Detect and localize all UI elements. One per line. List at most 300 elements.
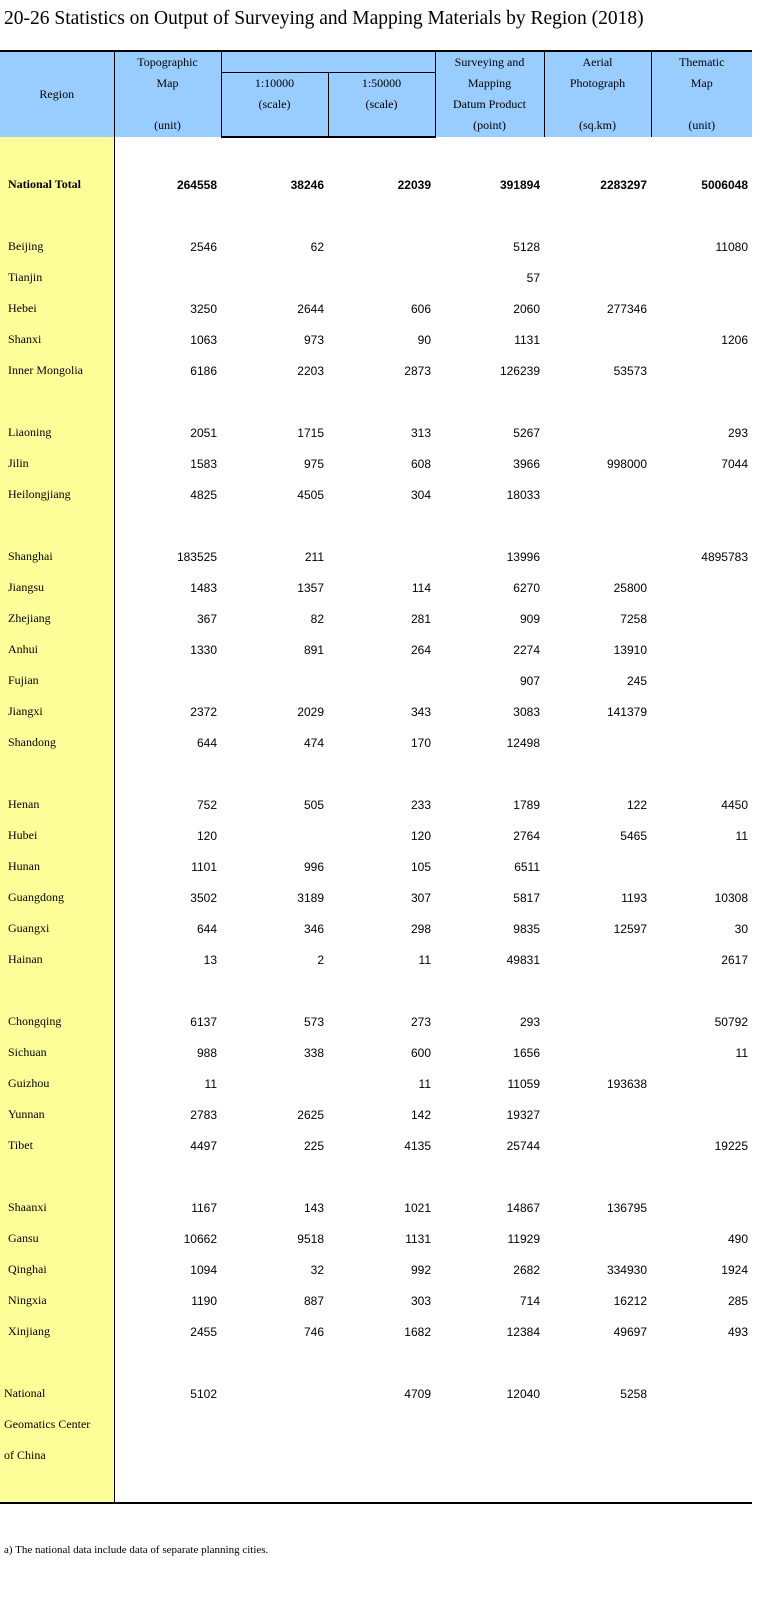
value-cell: 57 [526,270,540,285]
value-cell: 2060 [513,301,540,316]
value-cell [544,727,651,758]
value-cell: 3966 [513,456,540,471]
value-cell: 16212 [613,1293,647,1308]
spacer-cell [435,1471,544,1503]
spacer-row [0,1161,752,1192]
value-cell: 143 [303,1200,324,1215]
value-cell: 6137 [190,1014,217,1029]
table-row [0,1285,752,1316]
value-cell: 53573 [613,363,647,378]
value-cell: 998000 [606,456,647,471]
table-row [0,634,752,665]
table-row [0,355,752,386]
table-row [0,789,752,820]
value-cell: 13910 [613,642,647,657]
spacer-cell [221,510,328,541]
value-cell: 3083 [513,704,540,719]
region-name: Jilin [0,448,114,479]
value-cell [221,820,328,851]
value-cell: 19225 [714,1138,748,1153]
spacer-cell [544,1347,651,1378]
value-cell [221,665,328,696]
value-cell [544,1037,651,1068]
value-cell: 909 [519,611,540,626]
value-cell: 277346 [606,301,647,316]
value-cell: 105 [410,859,431,874]
value-cell [651,1192,752,1223]
value-cell: 11 [735,828,748,843]
spacer-cell [651,200,752,231]
value-cell [544,1409,651,1440]
table-row [0,293,752,324]
header-scale2-line1: 1:50000 [361,76,402,90]
value-cell [544,1006,651,1037]
value-cell: 11929 [507,1231,540,1246]
value-cell [544,479,651,510]
header-scale-10000 [221,73,328,138]
value-cell: 313 [410,425,431,440]
value-cell: 122 [626,797,647,812]
value-cell: 5465 [620,828,647,843]
value-cell: 136795 [606,1200,647,1215]
value-cell: 644 [196,735,217,750]
value-cell: 10662 [183,1231,217,1246]
header-aerial-line2: Photograph [569,76,626,90]
value-cell [221,1068,328,1099]
value-cell: 1063 [190,332,217,347]
value-cell: 5267 [513,425,540,440]
spacer-row [0,510,752,541]
table-row [0,882,752,913]
value-cell: 49697 [613,1324,647,1339]
value-cell [544,417,651,448]
footnote: a) The national data include data of separate planning cities. [4,1544,269,1556]
value-cell: 1483 [190,580,217,595]
table-row [0,1099,752,1130]
value-cell: 1193 [621,890,647,905]
page-title: 20-26 Statistics on Output of Surveying and Mapping Materials by Region (2018) [4,8,644,29]
value-cell: 2783 [190,1107,217,1122]
region-name: Sichuan [0,1037,114,1068]
value-cell: 752 [196,797,217,812]
spacer-cell [435,1347,544,1378]
spacer-cell [221,137,328,169]
table-row [0,603,752,634]
value-cell: 2051 [190,425,217,440]
value-cell [544,231,651,262]
spacer-cell [328,975,435,1006]
value-cell: 4497 [190,1138,217,1153]
spacer-cell [221,1347,328,1378]
region-name: Tianjin [0,262,114,293]
value-cell: 4825 [190,487,217,502]
value-cell [221,262,328,293]
value-cell: 988 [196,1045,217,1060]
value-cell [114,1409,221,1440]
value-cell: 992 [410,1262,431,1277]
table-row [0,696,752,727]
value-cell: 490 [727,1231,748,1246]
value-cell: 7044 [721,456,748,471]
value-cell: 4135 [404,1138,431,1153]
value-cell [651,634,752,665]
value-cell: 11 [418,1076,431,1091]
value-cell: 5817 [513,890,540,905]
value-cell: 11080 [715,239,748,254]
header-datum-line3: Datum Product [453,97,526,111]
value-cell [221,1440,328,1471]
value-cell: 9835 [513,921,540,936]
value-cell [544,324,651,355]
region-name: Yunnan [0,1099,114,1130]
value-cell: 19327 [506,1107,540,1122]
spacer-cell [0,758,114,789]
spacer-cell [114,137,221,169]
table-row [0,1068,752,1099]
value-cell: 1101 [191,859,217,874]
region-name: Jiangxi [0,696,114,727]
value-cell: 1131 [405,1231,431,1246]
value-cell: 891 [303,642,324,657]
value-cell: 22039 [397,177,431,192]
region-name: Ningxia [0,1285,114,1316]
spacer-cell [544,137,651,169]
value-cell: 12040 [506,1386,540,1401]
header-scale1-line1: 1:10000 [254,76,295,90]
value-cell [544,541,651,572]
value-cell: 2764 [513,828,540,843]
value-cell: 2644 [297,301,324,316]
spacer-cell [328,510,435,541]
value-cell: 245 [626,673,647,688]
value-cell: 62 [310,239,324,254]
table-row [0,231,752,262]
spacer-cell [0,510,114,541]
table-body [0,137,752,1503]
table-row [0,1440,752,1471]
region-name: Tibet [0,1130,114,1161]
value-cell: 1167 [191,1200,217,1215]
header-scale2-line2: (scale) [365,97,398,111]
value-cell: 126239 [499,363,540,378]
value-cell: 1789 [513,797,540,812]
spacer-row [0,200,752,231]
spacer-cell [435,386,544,417]
spacer-cell [651,1347,752,1378]
region-name: Anhui [0,634,114,665]
header-topo-unit: (unit) [154,118,181,132]
region-name: Shandong [0,727,114,758]
spacer-row [0,137,752,169]
statistics-table-container [0,50,752,1504]
value-cell: 49831 [506,952,540,967]
region-name: Gansu [0,1223,114,1254]
value-cell [435,1409,544,1440]
value-cell: 90 [417,332,431,347]
value-cell: 114 [411,580,431,595]
spacer-row [0,975,752,1006]
value-cell: 714 [519,1293,540,1308]
spacer-cell [651,386,752,417]
value-cell: 4895783 [701,549,748,564]
header-topographic-map [114,51,221,137]
value-cell [328,541,435,572]
spacer-cell [651,975,752,1006]
region-name: Guangdong [0,882,114,913]
value-cell: 6186 [190,363,217,378]
value-cell: 11 [735,1045,748,1060]
spacer-cell [435,758,544,789]
value-cell: 391894 [499,177,540,192]
table-row [0,913,752,944]
value-cell: 304 [410,487,431,502]
spacer-cell [221,975,328,1006]
value-cell: 12498 [506,735,540,750]
value-cell: 3502 [190,890,217,905]
region-name: Hubei [0,820,114,851]
value-cell: 9518 [297,1231,324,1246]
region-name: Xinjiang [0,1316,114,1347]
header-thematic-map [651,51,752,137]
value-cell [651,851,752,882]
value-cell: 2682 [513,1262,540,1277]
value-cell: 11 [418,952,431,967]
spacer-cell [435,1161,544,1192]
table-row [0,169,752,200]
value-cell: 600 [410,1045,431,1060]
value-cell: 233 [410,797,431,812]
value-cell: 343 [410,704,431,719]
statistics-table [0,50,752,1504]
spacer-cell [544,1471,651,1503]
spacer-cell [114,758,221,789]
header-region: Region [0,51,114,137]
value-cell: 2 [317,952,324,967]
table-row [0,479,752,510]
value-cell [651,1409,752,1440]
table-row [0,324,752,355]
value-cell: 25744 [506,1138,540,1153]
value-cell: 12384 [506,1324,540,1339]
value-cell: 4450 [721,797,748,812]
value-cell: 4505 [297,487,324,502]
value-cell: 907 [519,673,540,688]
value-cell: 298 [410,921,431,936]
table-row [0,1192,752,1223]
header-datum-unit: (point) [473,118,506,132]
table-row [0,665,752,696]
value-cell [651,665,752,696]
spacer-cell [221,1161,328,1192]
value-cell: 211 [304,549,324,564]
region-name: Guizhou [0,1068,114,1099]
value-cell [544,1130,651,1161]
value-cell: 606 [410,301,431,316]
value-cell: 7258 [620,611,647,626]
value-cell: 170 [410,735,431,750]
header-datum-product [435,51,544,137]
value-cell [544,944,651,975]
value-cell [651,727,752,758]
value-cell: 293 [727,425,748,440]
value-cell: 973 [303,332,324,347]
value-cell: 1094 [190,1262,217,1277]
region-name: Chongqing [0,1006,114,1037]
spacer-cell [651,1161,752,1192]
value-cell [328,1440,435,1471]
value-cell: 120 [196,828,217,843]
value-cell: 285 [727,1293,748,1308]
header-scale1-line2: (scale) [258,97,291,111]
value-cell [114,665,221,696]
value-cell: 338 [303,1045,324,1060]
spacer-cell [435,975,544,1006]
value-cell: 2617 [721,952,748,967]
value-cell: 13996 [506,549,540,564]
region-name: Hebei [0,293,114,324]
table-row [0,572,752,603]
spacer-cell [651,510,752,541]
header-thematic-line2: Map [690,76,713,90]
value-cell [221,1378,328,1409]
value-cell: 50792 [714,1014,748,1029]
value-cell: 4709 [404,1386,431,1401]
value-cell: 32 [310,1262,324,1277]
value-cell: 264 [410,642,431,657]
value-cell: 1715 [297,425,324,440]
value-cell [651,1099,752,1130]
value-cell: 6511 [514,859,540,874]
table-row [0,1130,752,1161]
value-cell: 303 [410,1293,431,1308]
value-cell: 5128 [513,239,540,254]
value-cell: 3250 [190,301,217,316]
value-cell: 1357 [297,580,324,595]
spacer-cell [0,1161,114,1192]
header-scale-50000 [328,73,435,138]
value-cell: 193638 [606,1076,647,1091]
region-name: Liaoning [0,417,114,448]
value-cell [435,1440,544,1471]
value-cell: 334930 [606,1262,647,1277]
spacer-cell [0,1347,114,1378]
header-aerial-photograph [544,51,651,137]
value-cell: 2203 [297,363,324,378]
value-cell: 2372 [190,704,217,719]
table-row [0,1006,752,1037]
table-row [0,262,752,293]
table-header [0,51,752,137]
region-name: of China [0,1440,114,1471]
region-name: Jiangsu [0,572,114,603]
value-cell: 1021 [404,1200,431,1215]
value-cell: 608 [410,456,431,471]
region-name: Hainan [0,944,114,975]
value-cell [651,572,752,603]
table-row [0,1409,752,1440]
value-cell [651,1068,752,1099]
value-cell: 2625 [297,1107,324,1122]
value-cell: 82 [310,611,324,626]
value-cell: 2283297 [600,177,647,192]
value-cell: 307 [410,890,431,905]
value-cell [651,696,752,727]
value-cell: 12597 [613,921,647,936]
value-cell [328,1409,435,1440]
value-cell [544,262,651,293]
value-cell: 18033 [506,487,540,502]
region-name: Heilongjiang [0,479,114,510]
spacer-cell [0,200,114,231]
region-name: Geomatics Center [0,1409,114,1440]
value-cell: 141379 [606,704,647,719]
region-name: Zhejiang [0,603,114,634]
spacer-row [0,1347,752,1378]
value-cell: 1330 [190,642,217,657]
spacer-cell [328,1471,435,1503]
value-cell [328,665,435,696]
value-cell [651,603,752,634]
value-cell: 225 [303,1138,324,1153]
region-name: Qinghai [0,1254,114,1285]
region-name: Shanghai [0,541,114,572]
spacer-cell [435,200,544,231]
header-datum-line2: Mapping [467,76,512,90]
table-row [0,1254,752,1285]
spacer-cell [651,1471,752,1503]
spacer-cell [544,200,651,231]
spacer-cell [651,137,752,169]
spacer-cell [544,758,651,789]
value-cell [328,262,435,293]
value-cell: 13 [203,952,217,967]
header-topo-line2: Map [156,76,179,90]
value-cell [651,293,752,324]
value-cell [328,231,435,262]
value-cell: 1924 [721,1262,748,1277]
value-cell: 1190 [191,1293,217,1308]
value-cell [651,1440,752,1471]
value-cell [544,1099,651,1130]
spacer-cell [328,200,435,231]
table-row [0,448,752,479]
spacer-cell [544,975,651,1006]
spacer-cell [0,137,114,169]
region-name: Henan [0,789,114,820]
region-name: Shaanxi [0,1192,114,1223]
value-cell: 493 [727,1324,748,1339]
header-aerial-line1: Aerial [582,55,613,69]
table-row [0,1223,752,1254]
value-cell: 5102 [190,1386,217,1401]
value-cell: 264558 [176,177,217,192]
table-row [0,820,752,851]
value-cell: 14867 [506,1200,540,1215]
value-cell: 1583 [190,456,217,471]
region-name: Hunan [0,851,114,882]
region-name: Shanxi [0,324,114,355]
value-cell: 367 [196,611,217,626]
spacer-cell [328,1347,435,1378]
spacer-cell [0,386,114,417]
value-cell [651,1378,752,1409]
value-cell: 3189 [297,890,324,905]
value-cell [544,1440,651,1471]
value-cell [651,479,752,510]
value-cell [651,355,752,386]
region-name: Beijing [0,231,114,262]
value-cell: 142 [410,1107,431,1122]
